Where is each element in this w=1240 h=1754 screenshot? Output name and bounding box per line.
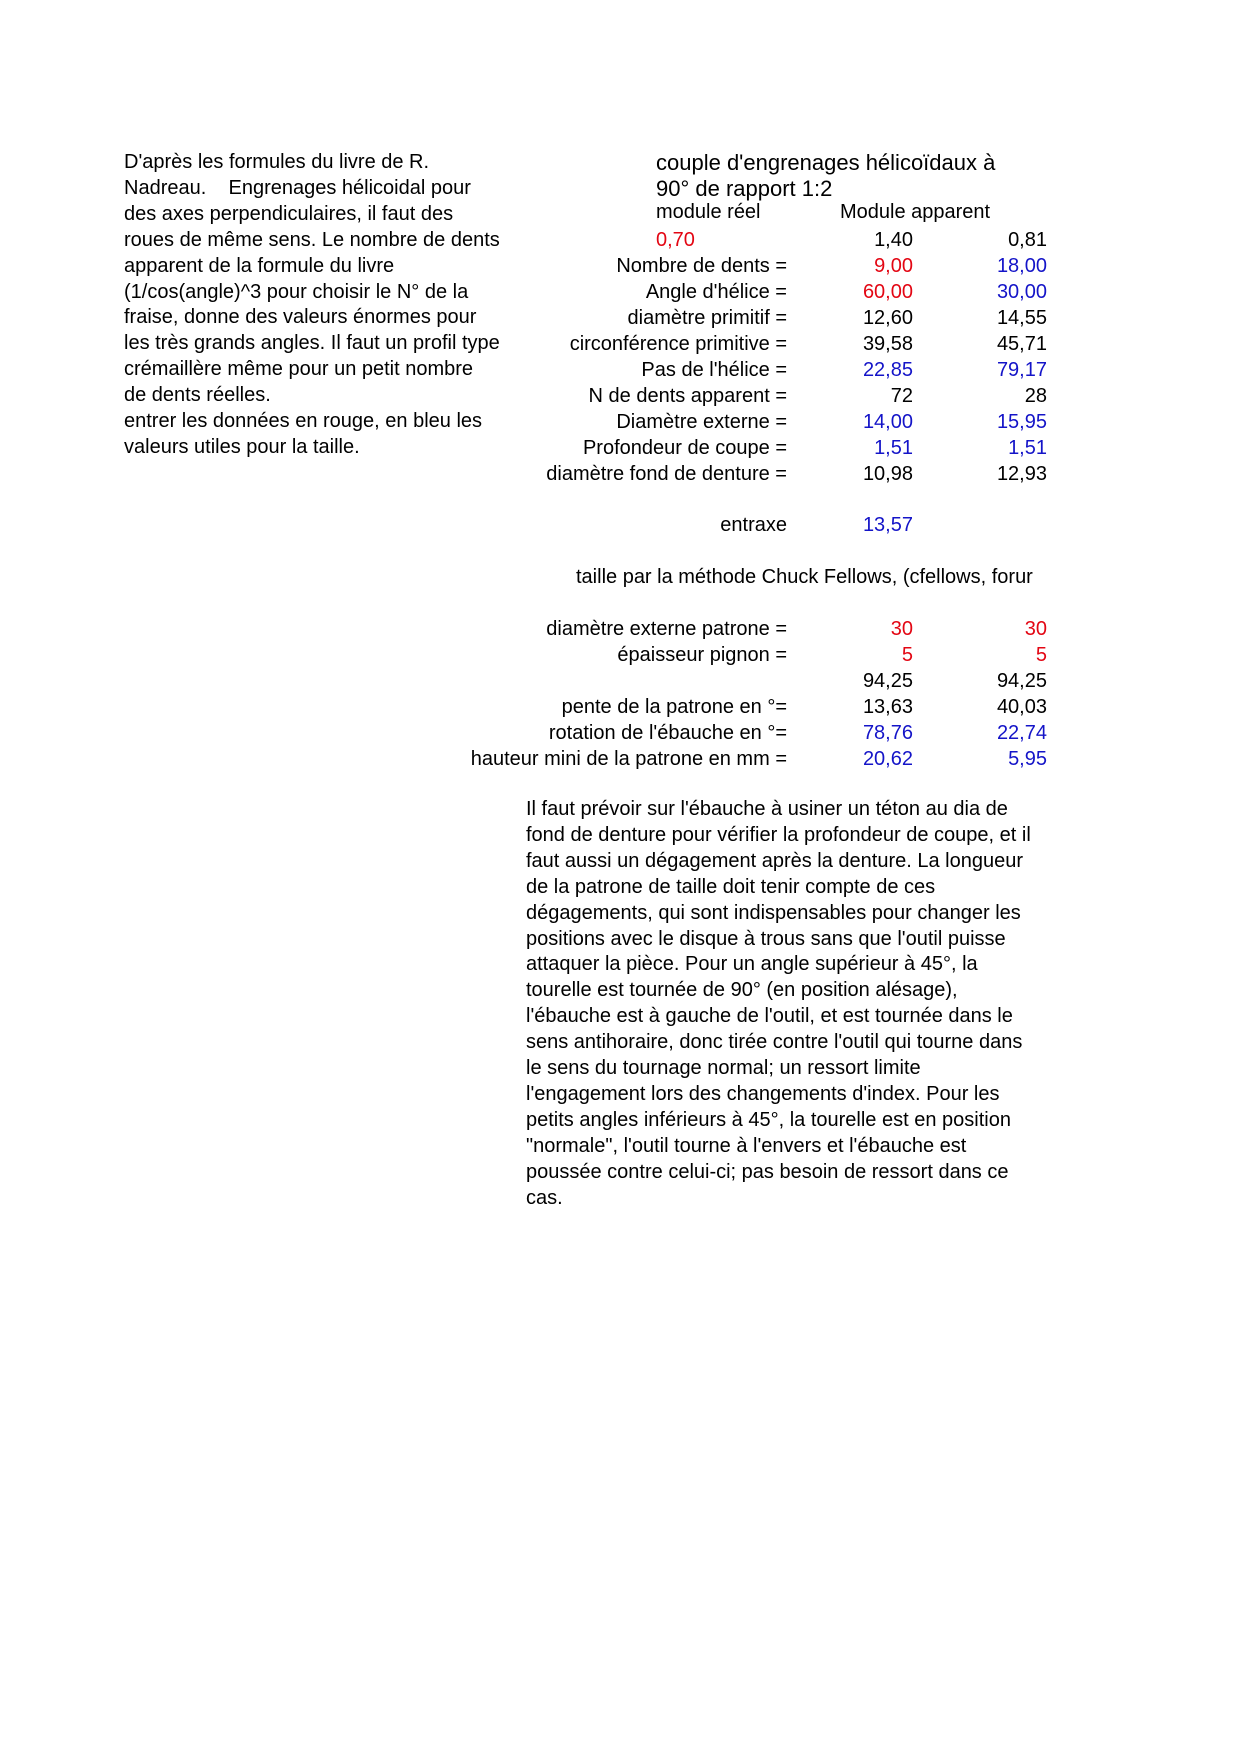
- cell-profondeur-coupe-1: 1,51: [874, 437, 913, 459]
- cell-pente-patrone-1: 13,63: [862, 696, 913, 718]
- cell-rotation-ebauche-2: 22,74: [996, 722, 1047, 744]
- cell-diametre-primitif-1: 12,60: [862, 307, 913, 329]
- notes-paragraph: [526, 797, 1056, 1212]
- entraxe-label: entraxe: [720, 514, 787, 536]
- cell-rotation-ebauche-1: 78,76: [862, 722, 913, 744]
- cell-pas-helice-2: 79,17: [996, 359, 1047, 381]
- module-apparent-col2: 0,81: [1008, 229, 1047, 251]
- intro-line: (1/cos(angle)^3 pour choisir le N° de la: [124, 280, 469, 303]
- row-label-rotation-ebauche: rotation de l'ébauche en °=: [548, 722, 787, 744]
- row-label-pente-patrone: pente de la patrone en °=: [561, 696, 787, 718]
- intro-line: Nadreau. Engrenages hélicoidal pour: [124, 176, 471, 199]
- title-line-1: couple d'engrenages hélicoïdaux à: [656, 150, 996, 175]
- notes-line: poussée contre celui-ci; pas besoin de ressort dans ce: [526, 1160, 1009, 1183]
- fellows-heading: taille par la méthode Chuck Fellows, (cfellows, forur: [576, 566, 1033, 588]
- intro-line: apparent de la formule du livre: [124, 254, 395, 277]
- cell-diametre-fond-2: 12,93: [996, 463, 1047, 485]
- cell-diametre-patrone-2[interactable]: 30: [1024, 618, 1047, 640]
- cell-diametre-externe-1: 14,00: [862, 411, 913, 433]
- cell-epaisseur-pignon-1[interactable]: 5: [901, 644, 913, 666]
- intro-line: de dents réelles.: [124, 384, 271, 407]
- cell-circonference-1: 39,58: [862, 333, 913, 355]
- cell-nombre-dents-2: 18,00: [996, 255, 1047, 277]
- module-reel-value[interactable]: 0,70: [656, 229, 695, 251]
- title-line-2: 90° de rapport 1:2: [656, 176, 833, 201]
- cell-circonference-patrone-2: 94,25: [996, 670, 1047, 692]
- cell-profondeur-coupe-2: 1,51: [1008, 437, 1047, 459]
- intro-line: fraise, donne des valeurs énormes pour: [124, 306, 477, 329]
- intro-line: des axes perpendiculaires, il faut des: [124, 202, 454, 225]
- notes-line: attaquer la pièce. Pour un angle supérieur à 45°, la: [526, 953, 978, 976]
- notes-line: Il faut prévoir sur l'ébauche à usiner un téton au dia de: [526, 798, 1008, 820]
- cell-diametre-externe-2: 15,95: [996, 411, 1047, 433]
- notes-line: tourelle est tournée de 90° (en position alésage),: [526, 979, 958, 1002]
- cell-pas-helice-1: 22,85: [862, 359, 913, 381]
- notes-line: cas.: [526, 1186, 563, 1209]
- row-label-diametre-fond: diamètre fond de denture =: [546, 463, 787, 485]
- intro-instruction-line: valeurs utiles pour la taille.: [124, 435, 360, 458]
- row-label-circonference: circonférence primitive =: [569, 333, 787, 355]
- row-label-diametre-patrone: diamètre externe patrone =: [546, 618, 787, 640]
- header-module-apparent: Module apparent: [840, 201, 991, 223]
- cell-circonference-2: 45,71: [996, 333, 1047, 355]
- cell-diametre-patrone-1[interactable]: 30: [890, 618, 913, 640]
- cell-dents-apparent-1: 72: [890, 385, 913, 407]
- module-apparent-col1: 1,40: [874, 229, 913, 251]
- row-label-diametre-externe: Diamètre externe =: [616, 411, 787, 433]
- intro-text: [124, 150, 534, 461]
- cell-dents-apparent-2: 28: [1024, 385, 1047, 407]
- cell-hauteur-patrone-1: 20,62: [862, 748, 913, 770]
- notes-line: positions avec le disque à trous sans que l'outil puisse: [526, 927, 1006, 950]
- cell-diametre-primitif-2: 14,55: [996, 307, 1047, 329]
- notes-line: fond de denture pour vérifier la profondeur de coupe, et il: [526, 823, 1031, 846]
- notes-line: l'engagement lors des changements d'index. Pour les: [526, 1082, 1000, 1105]
- row-label-diametre-primitif: diamètre primitif =: [627, 307, 787, 329]
- row-label-dents-apparent: N de dents apparent =: [588, 385, 787, 407]
- cell-angle-helice-1[interactable]: 60,00: [862, 281, 913, 303]
- notes-line: "normale", l'outil tourne à l'envers et l'ébauche est: [526, 1134, 967, 1157]
- notes-line: petits angles inférieurs à 45°, la tourelle est en position: [526, 1108, 1011, 1131]
- notes-line: l'ébauche est à gauche de l'outil, et est tournée dans le: [526, 1005, 1013, 1028]
- cell-pente-patrone-2: 40,03: [996, 696, 1047, 718]
- intro-line: crémaillère même pour un petit nombre: [124, 358, 474, 381]
- cell-angle-helice-2: 30,00: [996, 281, 1047, 303]
- row-label-pas-helice: Pas de l'hélice =: [641, 359, 787, 381]
- entraxe-value: 13,57: [862, 514, 913, 536]
- row-label-nombre-dents: Nombre de dents =: [616, 255, 787, 277]
- notes-line: sens antihoraire, donc tirée contre l'outil qui tourne dans: [526, 1031, 1023, 1054]
- cell-circonference-patrone-1: 94,25: [862, 670, 913, 692]
- intro-line: D'après les formules du livre de R.: [124, 151, 430, 173]
- cell-nombre-dents-1[interactable]: 9,00: [874, 255, 913, 277]
- cell-epaisseur-pignon-2[interactable]: 5: [1035, 644, 1047, 666]
- cell-diametre-fond-1: 10,98: [862, 463, 913, 485]
- row-label-epaisseur-pignon: épaisseur pignon =: [617, 644, 787, 666]
- notes-line: dégagements, qui sont indispensables pour changer les: [526, 901, 1021, 924]
- row-label-angle-helice: Angle d'hélice =: [645, 281, 787, 303]
- intro-line: les très grands angles. Il faut un profil type: [124, 332, 500, 355]
- notes-line: le sens du tournage normal; un ressort limite: [526, 1057, 921, 1080]
- intro-line: roues de même sens. Le nombre de dents: [124, 228, 500, 251]
- row-label-profondeur-coupe: Profondeur de coupe =: [582, 437, 787, 459]
- sheet-title: [656, 150, 1056, 202]
- notes-line: faut aussi un dégagement après la denture. La longueur: [526, 849, 1024, 872]
- notes-line: de la patrone de taille doit tenir compte de ces: [526, 875, 936, 898]
- cell-hauteur-patrone-2: 5,95: [1008, 748, 1047, 770]
- row-label-hauteur-patrone: hauteur mini de la patrone en mm =: [470, 748, 787, 770]
- intro-instruction-line: entrer les données en rouge, en bleu les: [124, 410, 483, 433]
- header-module-reel: module réel: [656, 201, 761, 223]
